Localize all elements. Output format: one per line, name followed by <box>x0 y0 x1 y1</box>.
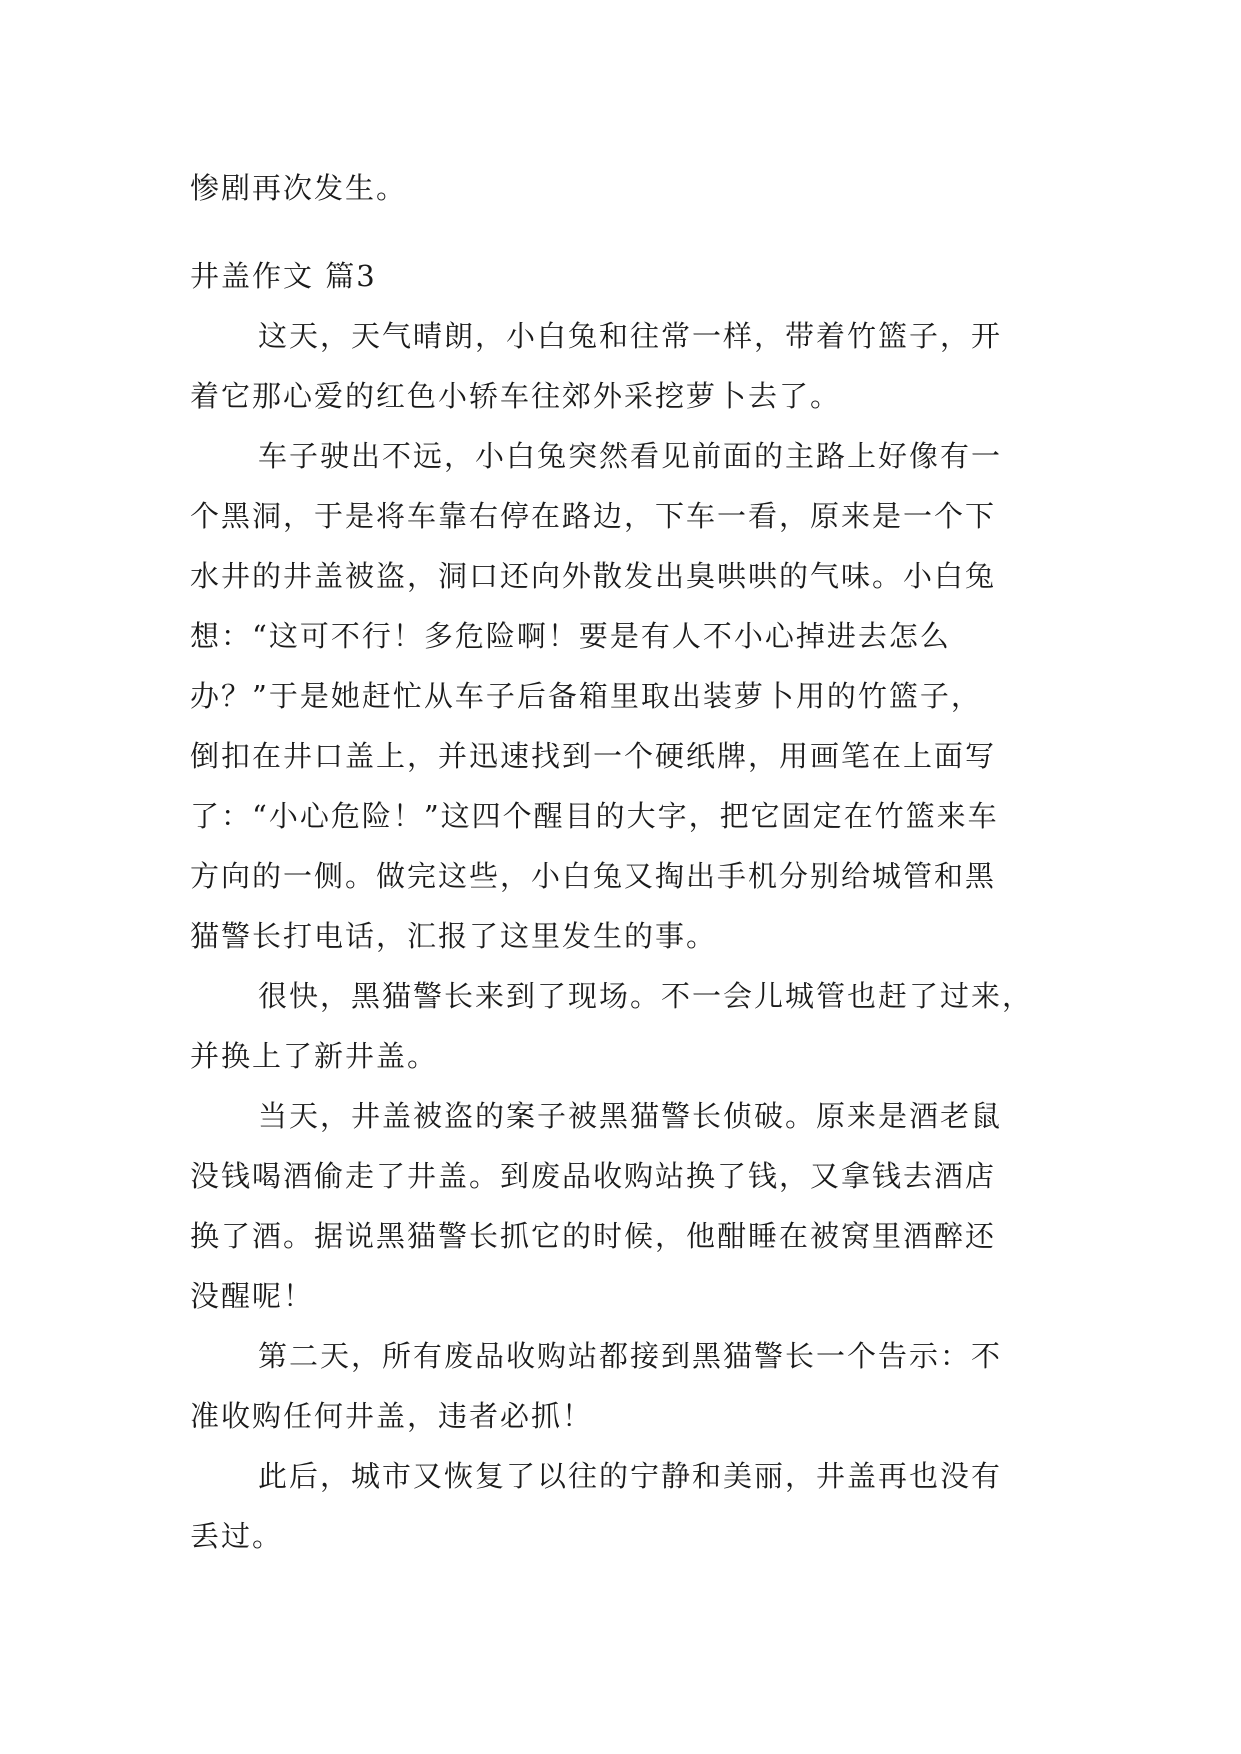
paragraph-line: 此后，城市又恢复了以往的宁静和美丽，井盖再也没有 <box>258 1459 1003 1493</box>
paragraph-line: 办？”于是她赶忙从车子后备箱里取出装萝卜用的竹篮子， <box>190 679 982 713</box>
paragraph-line: 并换上了新井盖。 <box>190 1039 439 1073</box>
paragraph-5 <box>190 1326 1052 1446</box>
paragraph-line: 准收购任何井盖，违者必抓！ <box>190 1399 594 1433</box>
paragraph-line: 这天，天气晴朗，小白兔和往常一样，带着竹篮子，开 <box>258 319 1003 353</box>
paragraph-line: 丢过。 <box>190 1519 284 1553</box>
paragraph-line: 很快，黑猫警长来到了现场。不一会儿城管也赶了过来， <box>258 979 1034 1013</box>
paragraph-line: 着它那心爱的红色小轿车往郊外采挖萝卜去了。 <box>190 379 842 413</box>
paragraph-line: 了：“小心危险！”这四个醒目的大字，把它固定在竹篮来车 <box>190 799 999 833</box>
section-gap <box>190 218 1052 246</box>
paragraph-line: 方向的一侧。做完这些，小白兔又掏出手机分别给城管和黑 <box>190 859 997 893</box>
paragraph-line: 第二天，所有废品收购站都接到黑猫警长一个告示：不 <box>258 1339 1003 1373</box>
paragraph-line: 当天，井盖被盗的案子被黑猫警长侦破。原来是酒老鼠 <box>258 1099 1003 1133</box>
paragraph-line: 想：“这可不行！多危险啊！要是有人不小心掉进去怎么 <box>190 619 951 653</box>
paragraph-line: 车子驶出不远，小白兔突然看见前面的主路上好像有一 <box>258 439 1003 473</box>
section-title: 井盖作文 篇3 <box>190 259 377 293</box>
paragraph-line: 换了酒。据说黑猫警长抓它的时候，他酣睡在被窝里酒醉还 <box>190 1219 997 1253</box>
paragraph-line: 猫警长打电话，汇报了这里发生的事。 <box>190 919 718 953</box>
paragraph-line: 水井的井盖被盗，洞口还向外散发出臭哄哄的气味。小白兔 <box>190 559 997 593</box>
paragraph-2 <box>190 426 1052 966</box>
paragraph-line: 个黑洞，于是将车靠右停在路边，下车一看，原来是一个下 <box>190 499 997 533</box>
paragraph-line: 没醒呢！ <box>190 1279 315 1313</box>
document-body <box>190 158 1052 1566</box>
previous-section-tail: 惨剧再次发生。 <box>190 171 408 205</box>
paragraph-6 <box>190 1446 1052 1566</box>
paragraph-line: 没钱喝酒偷走了井盖。到废品收购站换了钱，又拿钱去酒店 <box>190 1159 997 1193</box>
paragraph-4 <box>190 1086 1052 1326</box>
paragraph-3 <box>190 966 1052 1086</box>
paragraph-line: 倒扣在井口盖上，并迅速找到一个硬纸牌，用画笔在上面写 <box>190 739 997 773</box>
paragraph-1 <box>190 306 1052 426</box>
